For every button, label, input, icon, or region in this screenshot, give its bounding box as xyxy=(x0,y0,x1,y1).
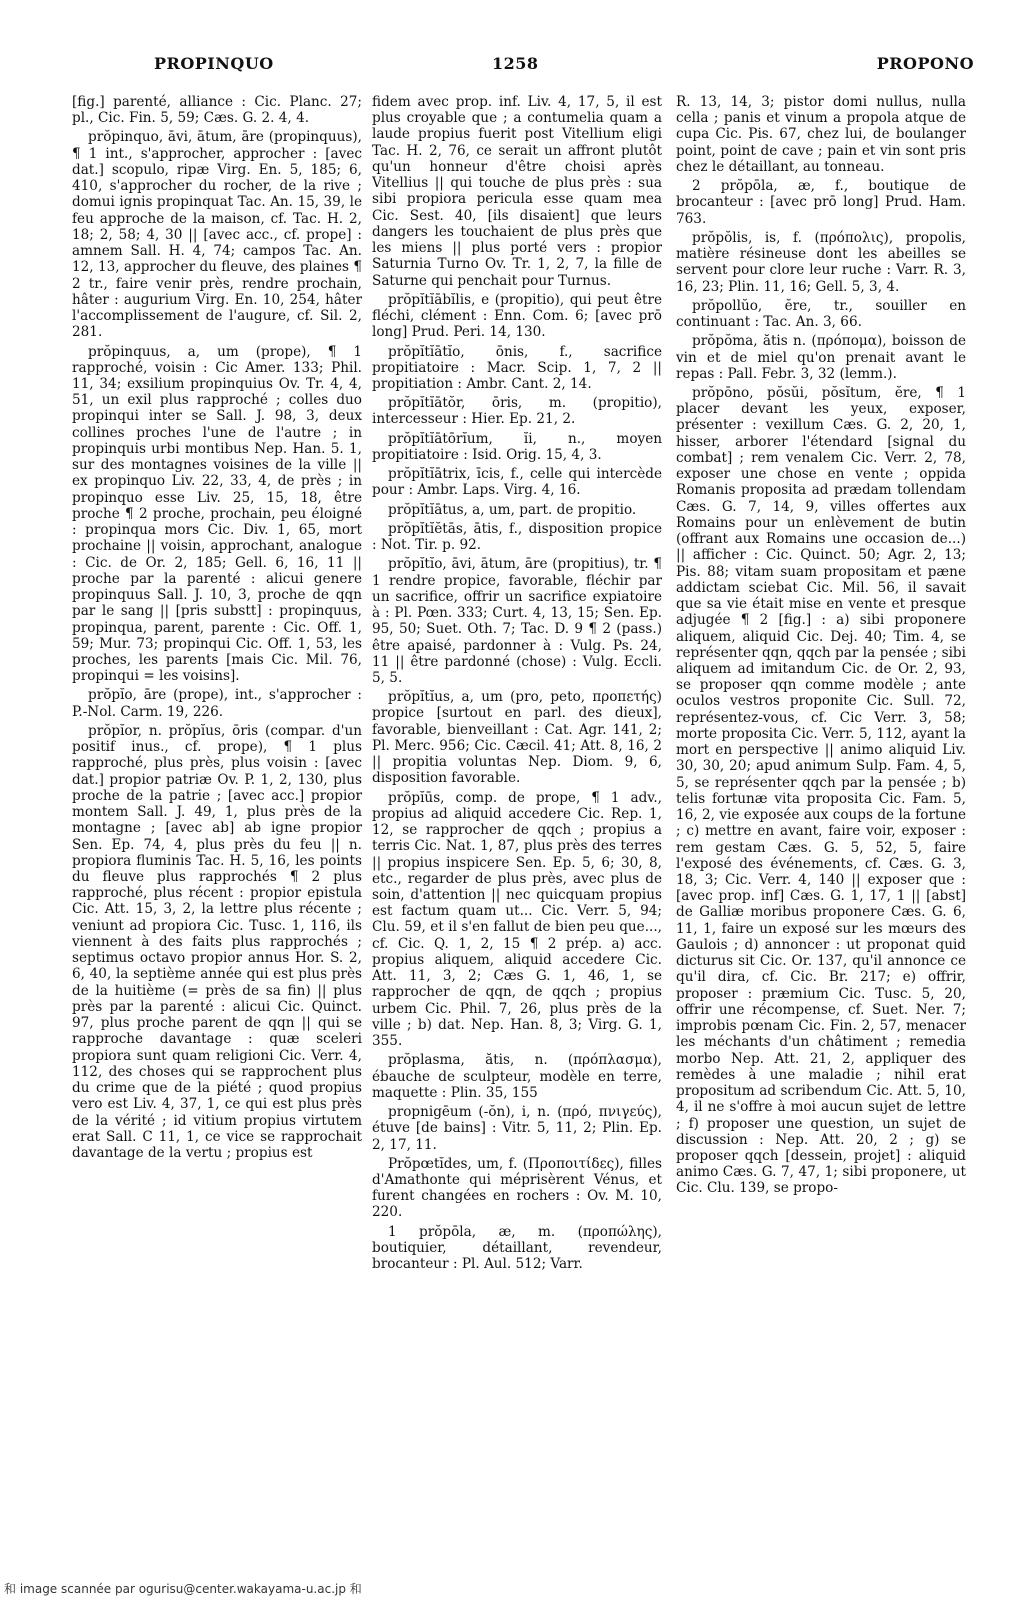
entry: prŏpŏma, ătis n. (πρόπομα), boisson de vin et de miel qu'on prenait avant le repas : Pall. Febr. 3, 32 (lemm.). xyxy=(676,333,966,382)
entry: prŏpĭor, n. prŏpĭus, ōris (compar. d'un positif inus., cf. prope), ¶ 1 plus rapproché, plus près, plus voisin : [avec dat.] propior patriæ Ov. P. 1, 2, 130, plus proche de la patrie ; [avec acc.] propior montem Sall. J. 49, 1, plus près de la montagne ; [avec ab] ab igne propior Sen. Ep. 74, 4, plus près du feu || n. propiora fluminis Tac. H. 5, 16, les points du fleuve plus rapprochés ¶ 2 plus rapproché, plus récent : propior epistula Cic. Att. 15, 3, 2, la lettre plus récente ; veniunt ad propiora Cic. Tusc. 1, 116, ils viennent à des faits plus rapprochés ; septimus octavo propior annus Hor. S. 2, 6, 40, la septième année qui est plus près de la huitième (= près de sa fin) || plus près par la parenté : alicui Cic. Quinct. 97, plus proche parent de qqn || qui se rapproche davantage : quæ sceleri propiora sunt quam religioni Cic. Verr. 4, 112, des choses qui se rapprochent plus du crime que de la piété ; quod propius vero est Liv. 4, 37, 1, ce qui est plus près de la vérité ; id vitium propius virtutem erat Sall. C 11, 1, ce vice se rapprochait davantage de la vertu ; propius est xyxy=(72,722,362,1161)
running-header xyxy=(0,54,1024,80)
column-2 xyxy=(372,94,662,1570)
header-right-headword: PROPONO xyxy=(876,54,974,73)
header-left-headword: PROPINQUO xyxy=(154,54,274,73)
column-1 xyxy=(72,94,362,1570)
entry: prŏpinquo, āvi, ātum, āre (propinquus), ¶ 1 int., s'approcher, approcher : [avec dat.] scopulo, ripæ Virg. En. 5, 185; 6, 410, s'approcher du rocher, de la rive ; domui ignis propinquat Tac. An. 15, 39, le feu approche de la maison, cf. Tac. H. 2, 18; 2, 58; 4, 30 || [avec acc., cf. prope] : amnem Sall. H. 4, 74; campos Tac. An. 12, 13, approcher du fleuve, des plaines ¶ 2 tr., faire venir près, rendre prochain, hâter : augurium Virg. En. 10, 254, hâter l'accomplissement de l'augure, cf. Sil. 2, 281. xyxy=(72,129,362,341)
entry: fidem avec prop. inf. Liv. 4, 17, 5, il est plus croyable que ; a contumelia quam a laude propius fuerit post Vitellium eligi Tac. H. 2, 76, ce serait un affront plutôt qu'un honneur d'être choisi après Vitellius || qui touche de plus près : sua sibi propiora pericula esse quam mea Cic. Sest. 40, [ils disaient] que leurs dangers les touchaient de plus près que les miens || plus porté vers : propior Saturnia Turno Ov. Tr. 1, 2, 7, la fille de Saturne qui penchait pour Turnus. xyxy=(372,94,662,289)
entry: R. 13, 14, 3; pistor domi nullus, nulla cella ; panis et vinum a propola atque de cupa Cic. Pis. 67, chez lui, de boulanger point, point de cave ; pain et vin sont pris chez le détaillant, au tonneau. xyxy=(676,94,966,175)
entry: prŏpĭtĭābĭlis, e (propitio), qui peut être fléchi, clément : Enn. Com. 6; [avec prō long] Prud. Peri. 14, 130. xyxy=(372,291,662,341)
entry: prŏpĭtĭus, a, um (pro, peto, προπετής) propice [surtout en parl. des dieux], favorable, bienveillant : Cat. Agr. 141, 2; Pl. Merc. 956; Cic. Cæcil. 41; Att. 8, 16, 2 || propitia voluntas Nep. Diom. 9, 6, disposition favorable. xyxy=(372,689,662,787)
entry: prŏpĭtĭātrix, īcis, f., celle qui intercède pour : Ambr. Laps. Virg. 4, 16. xyxy=(372,466,662,499)
entry: prŏpollŭo, ĕre, tr., souiller en continuant : Tac. An. 3, 66. xyxy=(676,297,966,331)
entry: prŏpĭtĭātĭo, ōnis, f., sacrifice propitiatoire : Macr. Scip. 1, 7, 2 || propitiation : Ambr. Cant. 2, 14. xyxy=(372,343,662,392)
page-number: 1258 xyxy=(492,54,539,73)
entry: prŏpĭtĭātus, a, um, part. de propitio. xyxy=(388,501,637,518)
column-3 xyxy=(676,94,966,1570)
entry: Prŏpœtĭdes, um, f. (Προποιτίδες), filles d'Amathonte qui méprisèrent Vénus, et furent changées en rochers : Ov. M. 10, 220. xyxy=(372,1155,662,1221)
entry: [fig.] parenté, alliance : Cic. Planc. 27; pl., Cic. Fin. 5, 59; Cæs. G. 2. 4, 4. xyxy=(72,94,362,127)
entry: prŏplasma, ătis, n. (πρόπλασμα), ébauche de sculpteur, modèle en terre, maquette : Plin. 35, 155 xyxy=(372,1052,662,1101)
entry: prŏpĭūs, comp. de prope, ¶ 1 adv., propius ad aliquid accedere Cic. Rep. 1, 12, se rapprocher de qqch ; propius a terris Cic. Nat. 1, 87, plus près des terres || propius inspicere Sen. Ep. 5, 6; 30, 8, etc., regarder de plus près, avec plus de soin, d'attention || nec quicquam propius est factum quam ut... Cic. Verr. 5, 94; Clu. 59, et il s'en fallut de bien peu que..., cf. Cic. Q. 1, 2, 15 ¶ 2 prép. a) acc. propius aliquem, aliquid accedere Cic. Att. 11, 3, 2; Cæs G. 1, 46, 1, se rapprocher de qqn, de qqch ; propius urbem Cic. Phil. 7, 26, plus près de la ville ; b) dat. Nep. Han. 8, 3; Virg. G. 1, 355. xyxy=(372,789,662,1050)
entry: prŏpĭo, āre (prope), int., s'approcher : P.-Nol. Carm. 19, 226. xyxy=(72,687,362,720)
entry: prŏpōno, pŏsŭi, pŏsĭtum, ĕre, ¶ 1 placer devant les yeux, exposer, présenter : vexillum Cæs. G. 2, 20, 1, hisser, arborer l'étendard [signal du combat] ; rem venalem Cic. Verr. 2, 78, exposer une chose en vente ; oppida Romanis proposita ad prædam tollendam Cæs. G. 7, 14, 9, villes offertes aux Romains pour un enlèvement de butin (offrant aux Romains une occasion de...) || afficher : Cic. Quinct. 50; Agr. 2, 13; Pis. 88; vitam suam propositam et pæne addictam sciebat Cic. Mil. 56, il savait que sa vie était mise en vente et presque adjugée ¶ 2 [fig.] : a) sibi proponere aliquem, aliquid Cic. Dej. 40; Tim. 4, se représenter qqn, qqch par la pensée ; sibi aliquem ad imitandum Cic. de Or. 2, 93, se proposer qqn comme modèle ; ante oculos vestros proponite Cic. Sull. 72, représentez-vous, cf. Cic Verr. 3, 58; morte proposita Cic. Verr. 5, 112, ayant la mort en perspective || animo aliquid Liv. 30, 30, 20; apud animum Sulp. Fam. 4, 5, 5, se représenter qqch par la pensée ; b) telis fortunæ vita proposita Cic. Fam. 5, 16, 2, vie exposée aux coups de la fortune ; c) mettre en avant, faire voir, exposer : rem gestam Cæs. G. 5, 52, 5, faire l'exposé des événements, cf. Cæs. G. 3, 18, 3; Cic. Verr. 4, 140 || exposer que : [avec prop. inf] Cæs. G. 1, 17, 1 || [abst] de Galliæ moribus proponere Cæs. G. 6, 11, 1, faire un exposé sur les mœurs des Gaulois ; d) annoncer : ut proponat quid dicturus sit Cic. Or. 137, qu'il annonce ce qu'il dira, cf. Cic. Br. 217; e) offrir, proposer : præmium Cic. Tusc. 5, 20, offrir une récompense, cf. Suet. Ner. 7; improbis pœnam Cic. Fin. 2, 57, menacer les méchants d'un châtiment ; remedia morbo Nep. Att. 21, 2, appliquer des remèdes à une maladie ; nihil erat propositum ad scribendum Cic. Att. 5, 10, 4, il ne s'offre à moi aucun sujet de lettre ; f) proposer une question, un sujet de discussion : Nep. Att. 20, 2 ; g) se proposer qqch [dessein, projet] : aliquid animo Cæs. G. 7, 47, 1; sibi proponere, ut Cic. Clu. 139, se propo- xyxy=(676,384,966,1197)
entry: prŏpinquus, a, um (prope), ¶ 1 rapproché, voisin : Cic Amer. 133; Phil. 11, 34; exsilium propinquius Ov. Tr. 4, 4, 51, un exil plus rapproché ; colles duo propinqui inter se Sall. J. 98, 3, deux collines proches l'une de l'autre ; in propinquis urbi montibus Nep. Han. 5. 1, sur des montagnes voisines de la ville || ex propinquo Liv. 22, 33, 4, de près ; in propinquo esse Liv. 25, 15, 18, être proche ¶ 2 proche, prochain, peu éloigné : propinqua mors Cic. Div. 1, 65, mort prochaine || voisin, approchant, analogue : Cic. de Or. 2, 185; Gell. 6, 16, 11 || proche par la parenté : alicui genere propinquus Sall. J. 10, 3, proche de qqn par le sang || [pris substt] : propinquus, propinqua, parent, parente : Cic. Off. 1, 59; Mur. 73; propinqui Cic. Off. 1, 53, les proches, les parents [mais Cic. Mil. 76, propinqui = les voisins]. xyxy=(72,343,362,685)
entry: 2 prŏpōla, æ, f., boutique de brocanteur : [avec prō long] Prud. Ham. 763. xyxy=(676,178,966,227)
entry: prŏpĭtĭātōrĭum, ĭi, n., moyen propitiatoire : Isid. Orig. 15, 4, 3. xyxy=(372,430,662,463)
scan-credit: 和 image scannée par ogurisu@center.wakayama-u.ac.jp 和 xyxy=(4,1582,362,1596)
entry: 1 prŏpōla, æ, m. (προπώλης), boutiquier, détaillant, revendeur, brocanteur : Pl. Aul. 512; Varr. xyxy=(372,1223,662,1273)
entry: prŏpĭtĭo, āvi, ātum, āre (propitius), tr. ¶ 1 rendre propice, favorable, fléchir par un sacrifice, offrir un sacrifice expiatoire à : Pl. Pœn. 333; Curt. 4, 13, 15; Sen. Ep. 95, 50; Suet. Oth. 7; Tac. D. 9 ¶ 2 (pass.) être apaisé, pardonner à : Vulg. Ps. 24, 11 || être pardonné (chose) : Vulg. Eccli. 5, 5. xyxy=(372,556,662,686)
entry: prŏpĭtĭātŏr, ōris, m. (propitio), intercesseur : Hier. Ep. 21, 2. xyxy=(372,395,662,428)
entry: prŏpĭtĭĕtās, ātis, f., disposition propice : Not. Tir. p. 92. xyxy=(372,520,662,554)
entry: prŏpŏlis, is, f. (πρόπολις), propolis, matière résineuse dont les abeilles se servent pour clore leur ruche : Varr. R. 3, 16, 23; Plin. 11, 16; Gell. 5, 3, 4. xyxy=(676,229,966,295)
entry: propnigēum (-ŏn), i, n. (πρό, πνιγεύς), étuve [de bains] : Vitr. 5, 11, 2; Plin. Ep. 2, 17, 11. xyxy=(372,1104,662,1153)
